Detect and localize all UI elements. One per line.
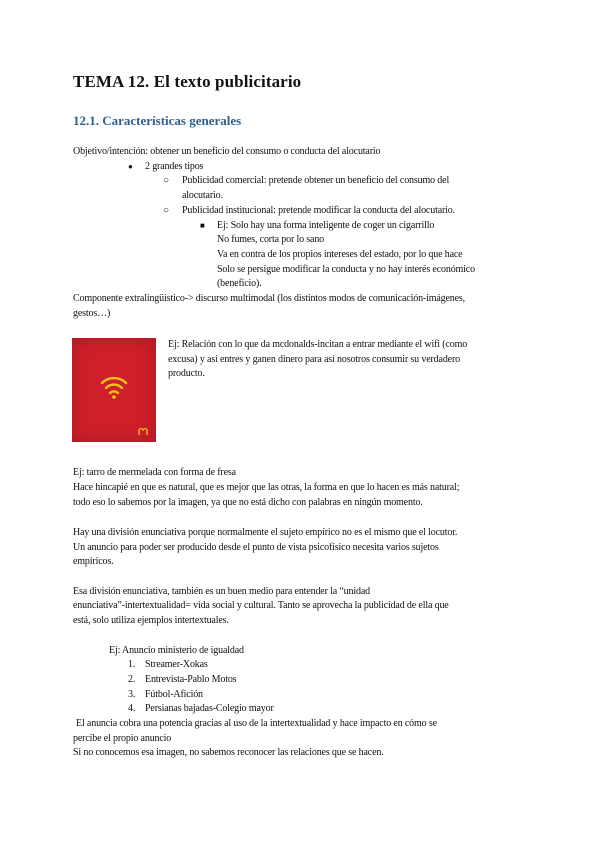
bullet-level2-icon: ○: [163, 175, 170, 186]
paragraph-line: Componente extralingüístico-> discurso multimodal (los distintos modos de comunicación-imágenes,: [73, 293, 466, 304]
paragraph-line: Objetivo/intención: obtener un beneficio del consumo o conducta del alocutario: [73, 146, 381, 157]
numbered-item: Entrevista-Pablo Motos: [145, 674, 237, 685]
paragraph-line: está, solo utiliza ejemplos intertextuales.: [73, 615, 229, 626]
numbered-item-number: 4.: [128, 703, 136, 714]
paragraph-line: Un anuncio para poder ser producido desde el punto de vista psicofísico necesita varios sujetos: [73, 542, 439, 553]
bullet-level1-icon: ●: [128, 162, 133, 171]
numbered-item-number: 2.: [128, 674, 136, 685]
paragraph-line: Ej: Relación con lo que da mcdonalds-incitan a entrar mediante el wifi (como: [168, 339, 468, 350]
mcdonalds-logo: [72, 338, 156, 442]
example-heading: Ej: Anuncio ministerio de igualdad: [109, 645, 244, 656]
paragraph-line: excusa) y así entres y ganen dinero para así nosotros consumir su verdadero: [168, 354, 460, 365]
bullet-level2-icon: ○: [163, 205, 170, 216]
bullet-item-continued: No fumes, corta por lo sano: [217, 234, 325, 245]
numbered-item: Persianas bajadas-Colegio mayor: [145, 703, 274, 714]
page-title: TEMA 12. El texto publicitario: [73, 72, 302, 91]
numbered-item: Fútbol-Afición: [145, 689, 203, 700]
paragraph-line: percibe el propio anuncio: [73, 733, 172, 744]
paragraph-line: Hay una división enunciativa porque normalmente el sujeto empírico no es el mismo que el locutor.: [73, 527, 458, 538]
bullet-level3-icon: ■: [200, 221, 205, 230]
bullet-item: 2 grandes tipos: [145, 161, 204, 172]
paragraph-line: todo eso lo sabemos por la imagen, ya que no está dicho con palabras en ningún momento.: [73, 497, 423, 508]
mcdonalds-ad-image: [72, 338, 156, 442]
bullet-item-continued: alocutario.: [182, 190, 223, 201]
paragraph-line: gestos…): [73, 308, 111, 319]
paragraph-line: Hace hincapié en que es natural, que es mejor que las otras, la forma en que lo hacen es más natural;: [73, 482, 460, 493]
bullet-item-continued: (beneficio).: [217, 278, 262, 289]
paragraph-line: Esa división enunciativa, también es un buen medio para entender la “unidad: [73, 586, 370, 597]
numbered-item-number: 3.: [128, 689, 136, 700]
paragraph-line: Si no conocemos esa imagen, no sabemos reconocer las relaciones que se hacen.: [73, 747, 384, 758]
bullet-item: Publicidad institucional: pretende modificar la conducta del alocutario.: [182, 205, 455, 216]
paragraph-line: producto.: [168, 368, 205, 379]
paragraph-line: empíricos.: [73, 556, 114, 567]
bullet-item: Publicidad comercial: pretende obtener un beneficio del consumo del: [182, 175, 450, 186]
paragraph-line: Ej: tarro de mermelada con forma de fresa: [73, 467, 236, 478]
bullet-item-continued: Va en contra de los propios intereses del estado, por lo que hace: [217, 249, 463, 260]
bullet-item: Ej: Solo hay una forma inteligente de coger un cigarrillo: [217, 220, 435, 231]
numbered-item: Streamer-Xokas: [145, 659, 208, 670]
paragraph-line: enunciativa”-intertextualidad= vida social y cultural. Tanto se aprovecha la publicidad de ella que: [73, 600, 449, 611]
paragraph-line: El anuncia cobra una potencia gracias al uso de la intertextualidad y hace impacto en cómo se: [76, 718, 437, 729]
section-heading: 12.1. Características generales: [73, 113, 242, 128]
numbered-item-number: 1.: [128, 659, 136, 670]
bullet-item-continued: Solo se persigue modificar la conducta y no hay interés económico: [217, 264, 475, 275]
